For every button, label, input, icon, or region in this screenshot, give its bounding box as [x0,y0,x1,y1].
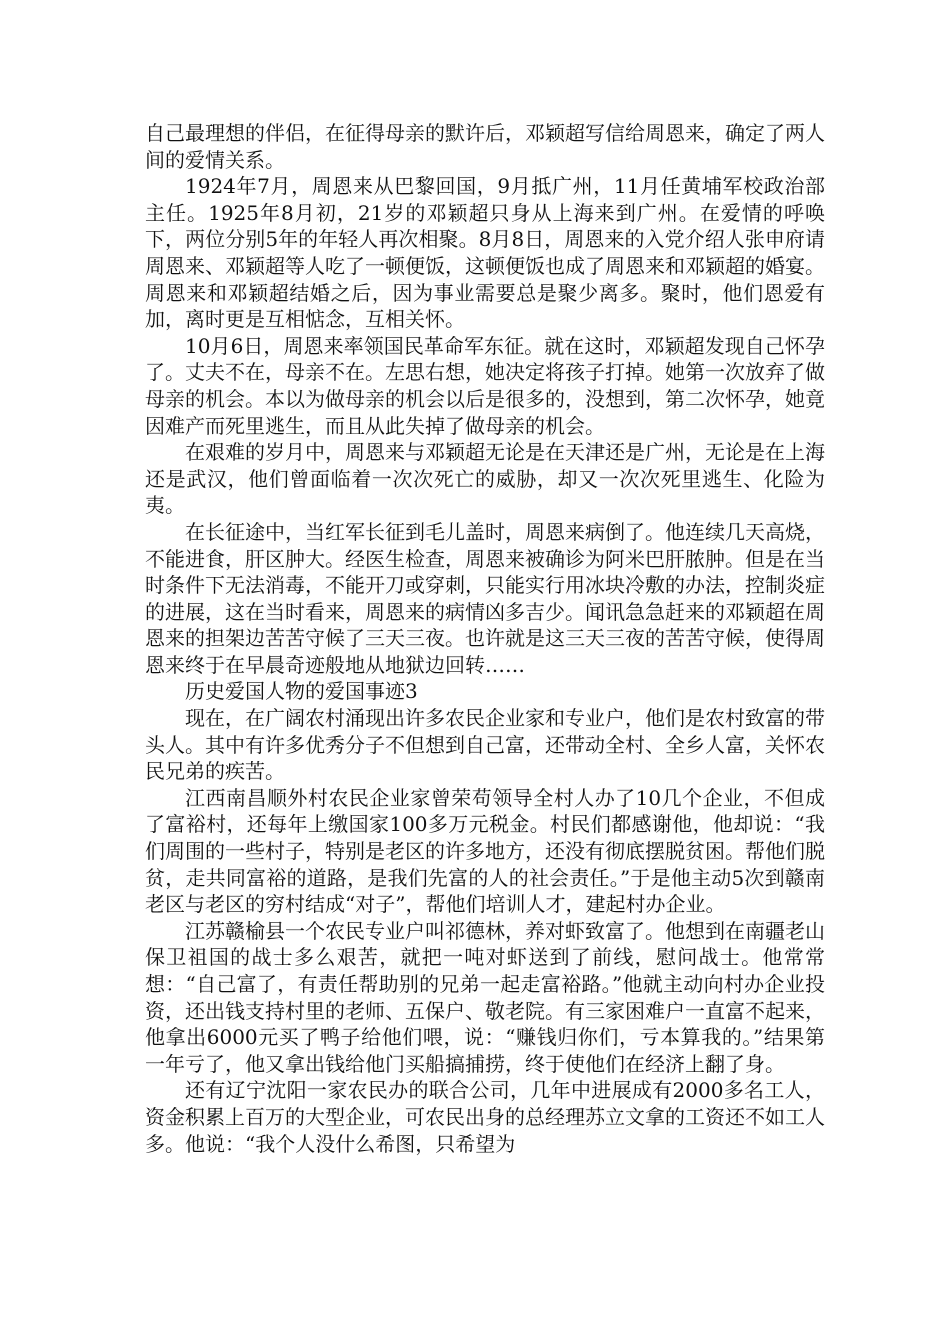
document-body [145,120,825,1157]
section-heading: 历史爱国人物的爱国事迹3 [185,679,418,704]
paragraph-9: 还有辽宁沈阳一家农民办的联合公司，几年中进展成有2000多名工人，资金积累上百万的大型企业，可农民出身的总经理苏立文拿的工资还不如工人多。他说：“我个人没什么希图，只希望为 [145,1078,825,1156]
paragraph-8: 江苏赣榆县一个农民专业户叫祁德林，养对虾致富了。他想到在南疆老山保卫祖国的战士多么艰苦，就把一吨对虾送到了前线，慰问战士。他常常想：“自己富了，有责任帮助别的兄弟一起走富裕路。”他就主动向村办企业投资，还出钱支持村里的老师、五保户、敬老院。有三家困难户一直富不起来，他拿出6000元买了鸭子给他们喂，说：“赚钱归你们，亏本算我的。”结果第一年亏了，他又拿出钱给他门买船搞捕捞，终于使他们在经济上翻了身。 [145,918,825,1076]
paragraph-7: 江西南昌顺外村农民企业家曾荣苟领导全村人办了10几个企业，不但成了富裕村，还每年上缴国家100多万元税金。村民们都感谢他，他却说：“我们周围的一些村子，特别是老区的许多地方，还没有彻底摆脱贫困。帮他们脱贫，走共同富裕的道路，是我们先富的人的社会责任。”于是他主动5次到赣南老区与老区的穷村结成“对子”，帮他们培训人才，建起村办企业。 [145,785,825,917]
paragraph-2: 1924年7月，周恩来从巴黎回国，9月抵广州，11月任黄埔军校政治部主任。1925年8月初，21岁的邓颖超只身从上海来到广州。在爱情的呼唤下，两位分别5年的年轻人再次相聚。8月8日，周恩来的入党介绍人张申府请周恩来、邓颖超等人吃了一顿便饭，这顿便饭也成了周恩来和邓颖超的婚宴。周恩来和邓颖超结婚之后，因为事业需要总是聚少离多。聚时，他们恩爱有加，离时更是互相惦念，互相关怀。 [145,174,825,332]
paragraph-3: 10月6日，周恩来率领国民革命军东征。就在这时，邓颖超发现自己怀孕了。丈夫不在，母亲不在。左思右想，她决定将孩子打掉。她第一次放弃了做母亲的机会。本以为做母亲的机会以后是很多的，没想到，第二次怀孕，她竟因难产而死里逃生，而且从此失掉了做母亲的机会。 [145,333,825,438]
paragraph-1: 自己最理想的伴侣，在征得母亲的默许后，邓颖超写信给周恩来，确定了两人间的爱情关系。 [145,121,825,172]
paragraph-6: 现在，在广阔农村涌现出许多农民企业家和专业户，他们是农村致富的带头人。其中有许多优秀分子不但想到自己富，还带动全村、全乡人富，关怀农民兄弟的疾苦。 [145,706,825,784]
paragraph-5: 在长征途中，当红军长征到毛儿盖时，周恩来病倒了。他连续几天高烧，不能进食，肝区肿大。经医生检查，周恩来被确诊为阿米巴肝脓肿。但是在当时条件下无法消毒，不能开刀或穿刺，只能实行用冰块冷敷的办法，控制炎症的进展，这在当时看来，周恩来的病情凶多吉少。闻讯急急赶来的邓颖超在周恩来的担架边苦苦守候了三天三夜。也许就是这三天三夜的苦苦守候，使得周恩来终于在早晨奇迹般地从地狱边回转…… [145,519,825,677]
paragraph-4: 在艰难的岁月中，周恩来与邓颖超无论是在天津还是广州，无论是在上海还是武汉，他们曾面临着一次次死亡的威胁，却又一次次死里逃生、化险为夷。 [145,440,825,518]
